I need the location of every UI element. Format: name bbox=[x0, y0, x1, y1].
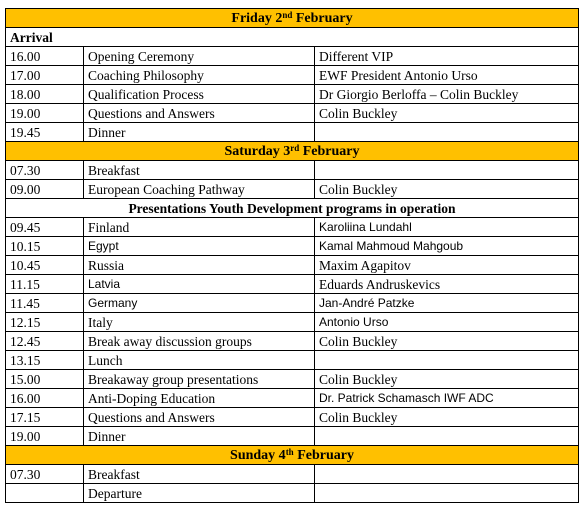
day-title bbox=[6, 142, 579, 161]
event-cell: Departure bbox=[84, 484, 315, 503]
speaker-cell bbox=[315, 351, 579, 370]
speaker-cell: Maxim Agapitov bbox=[315, 256, 579, 275]
speaker-cell: Colin Buckley bbox=[315, 332, 579, 351]
table-row bbox=[6, 237, 579, 256]
event-cell: Breakaway group presentations bbox=[84, 370, 315, 389]
table-row bbox=[6, 465, 579, 484]
day-title bbox=[6, 9, 579, 28]
time-cell: 17.00 bbox=[6, 66, 84, 85]
table-row bbox=[6, 66, 579, 85]
table-row bbox=[6, 313, 579, 332]
table-row bbox=[6, 85, 579, 104]
speaker-cell bbox=[315, 465, 579, 484]
time-cell: 15.00 bbox=[6, 370, 84, 389]
event-cell: Italy bbox=[84, 313, 315, 332]
time-cell: 09.00 bbox=[6, 180, 84, 199]
table-row bbox=[6, 47, 579, 66]
speaker-cell bbox=[315, 484, 579, 503]
speaker-cell: Dr. Patrick Schamasch IWF ADC bbox=[315, 389, 579, 408]
speaker-cell bbox=[315, 161, 579, 180]
table-row bbox=[6, 389, 579, 408]
table-row bbox=[6, 294, 579, 313]
event-cell: Breakfast bbox=[84, 161, 315, 180]
time-cell: 11.45 bbox=[6, 294, 84, 313]
speaker-cell: Colin Buckley bbox=[315, 180, 579, 199]
event-cell: Lunch bbox=[84, 351, 315, 370]
table-row bbox=[6, 180, 579, 199]
speaker-cell: Kamal Mahmoud Mahgoub bbox=[315, 237, 579, 256]
time-cell: 12.15 bbox=[6, 313, 84, 332]
time-cell: 07.30 bbox=[6, 161, 84, 180]
time-cell: 13.15 bbox=[6, 351, 84, 370]
event-cell: Breakfast bbox=[84, 465, 315, 484]
speaker-cell: Antonio Urso bbox=[315, 313, 579, 332]
speaker-cell: Dr Giorgio Berloffa – Colin Buckley bbox=[315, 85, 579, 104]
event-cell: Latvia bbox=[84, 275, 315, 294]
time-cell: 19.45 bbox=[6, 123, 84, 142]
time-cell: 16.00 bbox=[6, 47, 84, 66]
speaker-cell: Colin Buckley bbox=[315, 104, 579, 123]
event-cell: Anti-Doping Education bbox=[84, 389, 315, 408]
time-cell: 12.45 bbox=[6, 332, 84, 351]
speaker-cell: Eduards Andruskevics bbox=[315, 275, 579, 294]
day-title-text: Saturday 3 bbox=[224, 143, 291, 159]
table-row bbox=[6, 370, 579, 389]
table-row bbox=[6, 161, 579, 180]
day-header-sunday bbox=[6, 446, 579, 465]
time-cell: 10.15 bbox=[6, 237, 84, 256]
day-title-ordinal: rd bbox=[290, 142, 300, 153]
table-row bbox=[6, 427, 579, 446]
time-cell: 17.15 bbox=[6, 408, 84, 427]
speaker-cell: EWF President Antonio Urso bbox=[315, 66, 579, 85]
event-cell: European Coaching Pathway bbox=[84, 180, 315, 199]
day-title bbox=[6, 446, 579, 465]
event-cell: Questions and Answers bbox=[84, 408, 315, 427]
event-cell: Egypt bbox=[84, 237, 315, 256]
speaker-cell: Karoliina Lundahl bbox=[315, 218, 579, 237]
event-cell: Finland bbox=[84, 218, 315, 237]
speaker-cell bbox=[315, 123, 579, 142]
day-title-text: Friday 2 bbox=[231, 10, 283, 26]
day-title-month: February bbox=[299, 143, 360, 159]
event-cell: Dinner bbox=[84, 427, 315, 446]
table-row bbox=[6, 351, 579, 370]
speaker-cell: Jan-André Patzke bbox=[315, 294, 579, 313]
event-cell: Coaching Philosophy bbox=[84, 66, 315, 85]
event-cell: Qualification Process bbox=[84, 85, 315, 104]
day-title-text: Sunday 4 bbox=[230, 447, 286, 463]
time-cell: 16.00 bbox=[6, 389, 84, 408]
schedule-body bbox=[6, 9, 579, 503]
table-row bbox=[6, 408, 579, 427]
day-title-month: February bbox=[292, 10, 353, 26]
table-row bbox=[6, 104, 579, 123]
event-cell: Germany bbox=[84, 294, 315, 313]
time-cell: 11.15 bbox=[6, 275, 84, 294]
day-title-month: February bbox=[293, 447, 354, 463]
table-row bbox=[6, 256, 579, 275]
event-cell: Break away discussion groups bbox=[84, 332, 315, 351]
table-row bbox=[6, 123, 579, 142]
section-row bbox=[6, 28, 579, 47]
schedule-table bbox=[5, 8, 579, 503]
time-cell bbox=[6, 484, 84, 503]
time-cell: 19.00 bbox=[6, 104, 84, 123]
table-row bbox=[6, 275, 579, 294]
section-title: Arrival bbox=[6, 28, 579, 47]
event-cell: Opening Ceremony bbox=[84, 47, 315, 66]
speaker-cell bbox=[315, 427, 579, 446]
time-cell: 18.00 bbox=[6, 85, 84, 104]
speaker-cell: Colin Buckley bbox=[315, 408, 579, 427]
event-cell: Dinner bbox=[84, 123, 315, 142]
speaker-cell: Different VIP bbox=[315, 47, 579, 66]
event-cell: Questions and Answers bbox=[84, 104, 315, 123]
section-title: Presentations Youth Development programs in operation bbox=[6, 199, 579, 218]
day-header-saturday bbox=[6, 142, 579, 161]
day-header-friday bbox=[6, 9, 579, 28]
time-cell: 19.00 bbox=[6, 427, 84, 446]
time-cell: 09.45 bbox=[6, 218, 84, 237]
table-row bbox=[6, 484, 579, 503]
table-row bbox=[6, 218, 579, 237]
table-row bbox=[6, 332, 579, 351]
day-title-ordinal: nd bbox=[282, 9, 293, 20]
event-cell: Russia bbox=[84, 256, 315, 275]
day-title-ordinal: th bbox=[285, 446, 294, 457]
time-cell: 07.30 bbox=[6, 465, 84, 484]
speaker-cell: Colin Buckley bbox=[315, 370, 579, 389]
section-row bbox=[6, 199, 579, 218]
time-cell: 10.45 bbox=[6, 256, 84, 275]
